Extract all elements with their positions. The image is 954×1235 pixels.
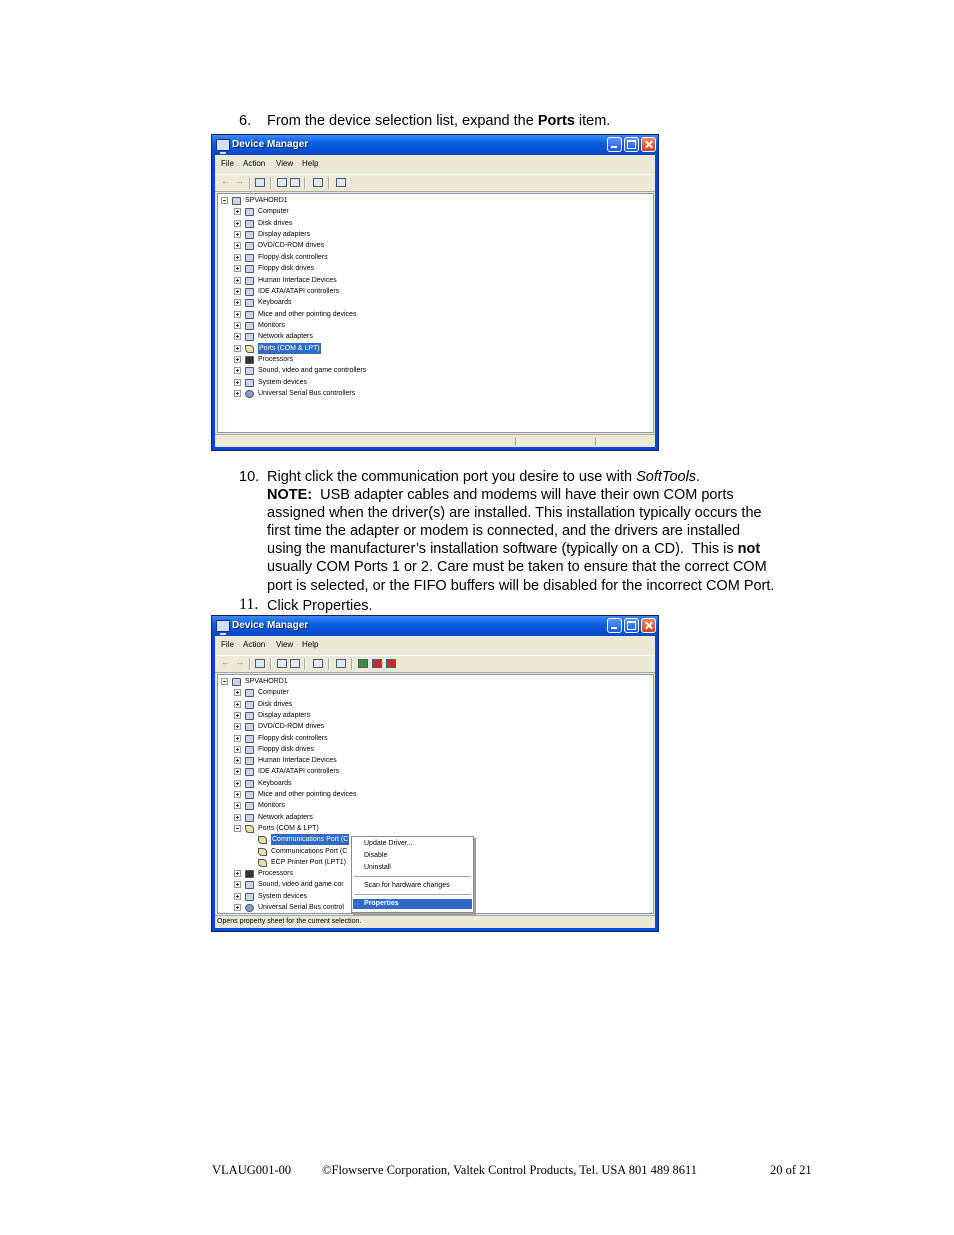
expand-icon[interactable] xyxy=(234,345,241,352)
tree-item-human-interface-devices[interactable] xyxy=(218,275,653,286)
expand-icon[interactable] xyxy=(234,254,241,261)
step-line: assigned when the driver(s) are installed. This installation typically occurs the xyxy=(267,505,762,522)
device-icon xyxy=(245,904,254,912)
device-icon xyxy=(232,197,241,205)
collapse-icon[interactable] xyxy=(221,678,228,685)
ctx-properties[interactable]: Properties xyxy=(353,899,472,909)
tree-item-dvd-cd-rom-drives[interactable] xyxy=(218,240,653,251)
properties-icon[interactable] xyxy=(277,659,287,668)
tree-item-label: Network adapters xyxy=(258,333,313,341)
window-title: Device Manager xyxy=(232,620,309,631)
tree-item-label: Floppy disk drives xyxy=(258,265,315,273)
status-cell xyxy=(515,437,516,446)
step-text: Click Properties. xyxy=(267,598,373,614)
scan-hardware-icon[interactable] xyxy=(336,659,346,668)
tree-item-label: Network adapters xyxy=(258,813,313,821)
step-number: 11. xyxy=(239,596,259,613)
tree-item-label: Computer xyxy=(258,689,289,697)
tree-item-system-devices[interactable] xyxy=(218,377,653,388)
tree-item-keyboards[interactable] xyxy=(218,778,653,789)
back-icon[interactable]: ← xyxy=(221,657,230,667)
tree-item-spvahord1[interactable] xyxy=(218,195,653,206)
toolbar-separator xyxy=(249,177,251,189)
device-icon xyxy=(245,881,254,889)
print-icon[interactable] xyxy=(290,659,300,668)
ctx-disable[interactable]: Disable xyxy=(364,852,388,859)
tree-item-label: DVD/CD-ROM drives xyxy=(258,723,325,731)
forward-icon[interactable]: → xyxy=(235,176,244,186)
device-icon xyxy=(245,780,254,788)
expand-icon[interactable] xyxy=(234,802,241,809)
device-icon xyxy=(245,757,254,765)
tree-item-label: System devices xyxy=(258,378,308,386)
device-icon xyxy=(245,356,254,364)
tree-item-label: Ports (COM & LPT) xyxy=(259,344,320,352)
toolbar-separator xyxy=(270,658,272,670)
expand-icon[interactable] xyxy=(234,379,241,386)
toolbar-separator xyxy=(249,658,251,670)
tree-item-disk-drives[interactable] xyxy=(218,218,653,229)
step-number: 10. xyxy=(239,469,260,485)
forward-icon[interactable]: → xyxy=(235,657,244,667)
step-text: From the device selection list, expand the Ports item. xyxy=(267,113,611,129)
menu-action[interactable]: Action xyxy=(243,640,266,649)
expand-icon[interactable] xyxy=(234,390,241,397)
update-driver-icon[interactable] xyxy=(358,659,368,668)
device-icon xyxy=(245,322,254,330)
expand-icon[interactable] xyxy=(234,814,241,821)
tree-item-label: Monitors xyxy=(258,321,285,329)
collapse-icon[interactable] xyxy=(221,197,228,204)
tree-item-dvd-cd-rom-drives[interactable] xyxy=(218,721,653,732)
window-title: Device Manager xyxy=(232,139,309,150)
device-icon xyxy=(245,265,254,273)
toolbar-separator xyxy=(328,658,330,670)
device-icon xyxy=(245,735,254,743)
expand-icon[interactable] xyxy=(234,299,241,306)
device-icon xyxy=(245,208,254,216)
device-icon xyxy=(245,893,254,901)
tree-item-label: Ports (COM & LPT) xyxy=(258,824,319,832)
device-tree xyxy=(217,193,654,433)
tree-item-label: Display adapters xyxy=(258,711,311,719)
footer-company: ©Flowserve Corporation, Valtek Control Products, Tel. USA 801 489 8611 xyxy=(322,1163,698,1177)
device-icon xyxy=(245,242,254,250)
expand-icon[interactable] xyxy=(234,265,241,272)
device-icon xyxy=(245,723,254,731)
step-line: first time the adapter or modem is connected, and the drivers are installed xyxy=(267,523,741,540)
toolbar-separator xyxy=(304,658,306,670)
expand-icon[interactable] xyxy=(234,881,241,888)
expand-icon[interactable] xyxy=(234,231,241,238)
expand-icon[interactable] xyxy=(234,356,241,363)
tree-item-ports-com-lpt[interactable] xyxy=(218,343,653,354)
device-icon xyxy=(245,277,254,285)
computer-icon xyxy=(216,139,230,151)
device-icon xyxy=(245,333,254,341)
status-text: Opens property sheet for the current selection. xyxy=(217,918,362,925)
menu-view[interactable]: View xyxy=(276,159,294,168)
expand-icon[interactable] xyxy=(234,746,241,753)
tree-item-disk-drives[interactable] xyxy=(218,699,653,710)
step-line: NOTE: USB adapter cables and modems will have their own COM ports xyxy=(267,487,734,504)
tree-item-label: SPVAHORD1 xyxy=(245,197,288,204)
maximize-button[interactable] xyxy=(624,137,639,152)
tree-item-monitors[interactable] xyxy=(218,800,653,811)
menu-bar xyxy=(215,636,655,653)
device-icon xyxy=(245,689,254,697)
menu-help[interactable]: Help xyxy=(302,640,319,649)
device-icon xyxy=(245,814,254,822)
tree-item-label: Floppy disk controllers xyxy=(258,253,328,261)
tree-item-label: Communications Port (C xyxy=(272,836,349,844)
tree-item-label: Disk drives xyxy=(258,700,293,708)
tree-item-label: IDE ATA/ATAPI controllers xyxy=(258,768,340,776)
tree-item-ide-ata-atapi-controllers[interactable] xyxy=(218,766,653,777)
tree-item-label: Human Interface Devices xyxy=(258,276,337,284)
minimize-button[interactable] xyxy=(607,618,622,633)
tree-item-label: ECP Printer Port (LPT1) xyxy=(271,858,346,866)
tree-item-floppy-disk-controllers[interactable] xyxy=(218,733,653,744)
menu-help[interactable]: Help xyxy=(302,159,319,168)
print-icon[interactable] xyxy=(290,178,300,187)
expand-icon[interactable] xyxy=(234,791,241,798)
ctx-update-driver[interactable]: Update Driver... xyxy=(364,840,413,847)
tree-item-label: Sound, video and game controllers xyxy=(258,367,367,375)
tree-item-floppy-disk-drives[interactable] xyxy=(218,744,653,755)
step-line: port is selected, or the FIFO buffers will be disabled for the incorrect COM Port. xyxy=(267,577,775,594)
expand-icon[interactable] xyxy=(234,242,241,249)
expand-icon[interactable] xyxy=(234,735,241,742)
ctx-separator xyxy=(354,876,471,877)
step-line: usually COM Ports 1 or 2. Care must be taken to ensure that the correct COM xyxy=(267,559,767,576)
expand-icon[interactable] xyxy=(234,277,241,284)
device-icon xyxy=(245,367,254,375)
toolbar-separator xyxy=(328,177,330,189)
device-icon xyxy=(245,791,254,799)
title-bar[interactable] xyxy=(212,135,658,155)
window-client xyxy=(215,155,655,447)
tree-item-label: Sound, video and game cor xyxy=(258,881,344,889)
menu-bar xyxy=(215,155,655,172)
expand-icon[interactable] xyxy=(234,333,241,340)
tree-item-label: Mice and other pointing devices xyxy=(258,791,357,798)
show-hide-console-icon[interactable] xyxy=(255,178,265,187)
menu-view[interactable]: View xyxy=(276,640,294,649)
device-icon xyxy=(245,311,254,319)
step-line: Right click the communication port you desire to use with SoftTools. xyxy=(267,469,701,485)
expand-icon[interactable] xyxy=(234,311,241,318)
device-icon xyxy=(245,701,254,709)
tree-item-label: Disk drives xyxy=(258,219,293,227)
device-icon xyxy=(245,870,254,878)
expand-icon[interactable] xyxy=(234,870,241,877)
tree-item-label: Floppy disk controllers xyxy=(258,734,328,742)
footer-doc-id: VLAUG001-00 xyxy=(212,1163,292,1177)
tree-item-label: Processors xyxy=(258,355,294,363)
tree-item-universal-serial-bus-controllers[interactable] xyxy=(218,388,653,399)
expand-icon[interactable] xyxy=(234,322,241,329)
help-icon[interactable] xyxy=(313,659,323,668)
expand-icon[interactable] xyxy=(234,208,241,215)
device-manager-window-2 xyxy=(211,615,659,932)
device-icon xyxy=(245,288,254,296)
maximize-button[interactable] xyxy=(624,618,639,633)
tree-item-human-interface-devices[interactable] xyxy=(218,755,653,766)
tree-item-label: Keyboards xyxy=(258,779,292,787)
tree-item-mice-and-other-pointing-devices[interactable] xyxy=(218,309,653,320)
device-icon xyxy=(245,299,254,307)
tree-item-ide-ata-atapi-controllers[interactable] xyxy=(218,286,653,297)
back-icon[interactable]: ← xyxy=(221,176,230,186)
step-line: using the manufacturer’s installation software (typically on a CD). This is not xyxy=(267,541,761,558)
device-icon xyxy=(245,712,254,720)
tree-item-display-adapters[interactable] xyxy=(218,710,653,721)
device-icon xyxy=(245,345,254,353)
menu-action[interactable]: Action xyxy=(243,159,266,168)
window-client xyxy=(215,636,655,928)
tree-item-network-adapters[interactable] xyxy=(218,812,653,823)
device-icon xyxy=(245,746,254,754)
ctx-scan-hardware[interactable]: Scan for hardware changes xyxy=(364,882,450,889)
device-icon xyxy=(232,678,241,686)
toolbar-separator xyxy=(304,177,306,189)
expand-icon[interactable] xyxy=(234,893,241,900)
tree-item-floppy-disk-controllers[interactable] xyxy=(218,252,653,263)
tree-item-keyboards[interactable] xyxy=(218,297,653,308)
tree-item-sound-video-and-game-controllers[interactable] xyxy=(218,365,653,376)
tree-item-display-adapters[interactable] xyxy=(218,229,653,240)
tree-item-label: SPVAHORD1 xyxy=(245,678,288,685)
show-hide-console-icon[interactable] xyxy=(255,659,265,668)
uninstall-icon[interactable] xyxy=(372,659,382,668)
status-cell xyxy=(595,437,596,446)
toolbar xyxy=(215,655,655,673)
title-bar[interactable] xyxy=(212,616,658,636)
tree-item-label: Keyboards xyxy=(258,299,292,307)
expand-icon[interactable] xyxy=(234,768,241,775)
device-icon xyxy=(245,231,254,239)
expand-icon[interactable] xyxy=(234,904,241,911)
help-icon[interactable] xyxy=(313,178,323,187)
device-icon xyxy=(245,254,254,262)
disable-icon[interactable] xyxy=(386,659,396,668)
tree-item-label: Computer xyxy=(258,208,289,216)
menu-file[interactable]: File xyxy=(221,640,234,649)
device-manager-window-1 xyxy=(211,134,659,451)
ctx-separator xyxy=(354,894,471,895)
collapse-icon[interactable] xyxy=(234,825,241,832)
properties-icon[interactable] xyxy=(277,178,287,187)
expand-icon[interactable] xyxy=(234,712,241,719)
expand-icon[interactable] xyxy=(234,220,241,227)
tree-item-computer[interactable] xyxy=(218,687,653,698)
tree-item-label: Universal Serial Bus control xyxy=(258,904,344,911)
expand-icon[interactable] xyxy=(234,701,241,708)
device-icon xyxy=(258,836,267,844)
menu-file[interactable]: File xyxy=(221,159,234,168)
tree-item-label: Processors xyxy=(258,870,294,878)
tree-item-label: Monitors xyxy=(258,802,285,810)
expand-icon[interactable] xyxy=(234,723,241,730)
tree-item-spvahord1[interactable] xyxy=(218,676,653,687)
ctx-uninstall[interactable]: Uninstall xyxy=(364,864,391,871)
tree-item-label: Communications Port (C xyxy=(271,847,348,855)
expand-icon[interactable] xyxy=(234,288,241,295)
toolbar-separator xyxy=(270,177,272,189)
computer-icon xyxy=(216,620,230,632)
close-button[interactable] xyxy=(641,137,656,152)
close-button[interactable] xyxy=(641,618,656,633)
scan-hardware-icon[interactable] xyxy=(336,178,346,187)
expand-icon[interactable] xyxy=(234,367,241,374)
toolbar xyxy=(215,174,655,192)
device-icon xyxy=(245,825,254,833)
tree-item-network-adapters[interactable] xyxy=(218,331,653,342)
minimize-button[interactable] xyxy=(607,137,622,152)
tree-item-monitors[interactable] xyxy=(218,320,653,331)
tree-item-mice-and-other-pointing-devices[interactable] xyxy=(218,789,653,800)
tree-item-label: Display adapters xyxy=(258,231,311,239)
tree-item-label: Mice and other pointing devices xyxy=(258,310,357,318)
step-text xyxy=(267,468,774,595)
tree-item-label: DVD/CD-ROM drives xyxy=(258,242,325,250)
device-icon xyxy=(258,859,267,867)
status-bar xyxy=(215,434,655,447)
tree-item-floppy-disk-drives[interactable] xyxy=(218,263,653,274)
status-bar xyxy=(215,915,655,928)
device-icon xyxy=(245,390,254,398)
device-icon xyxy=(258,848,267,856)
device-icon xyxy=(245,768,254,776)
device-icon xyxy=(245,802,254,810)
tree-item-computer[interactable] xyxy=(218,206,653,217)
expand-icon[interactable] xyxy=(234,780,241,787)
tree-item-processors[interactable] xyxy=(218,354,653,365)
tree-item-label: Human Interface Devices xyxy=(258,757,337,765)
tree-item-label: Universal Serial Bus controllers xyxy=(258,390,356,397)
tree-item-label: System devices xyxy=(258,892,308,900)
footer-page: 20 of 21 xyxy=(770,1163,812,1177)
expand-icon[interactable] xyxy=(234,689,241,696)
tree-item-ports-com-lpt[interactable] xyxy=(218,823,653,834)
expand-icon[interactable] xyxy=(234,757,241,764)
device-icon xyxy=(245,379,254,387)
context-menu xyxy=(351,836,474,913)
tree-item-label: Floppy disk drives xyxy=(258,745,315,753)
tree-item-label: IDE ATA/ATAPI controllers xyxy=(258,287,340,295)
toolbar-separator xyxy=(351,658,353,670)
device-icon xyxy=(245,220,254,228)
step-number: 6. xyxy=(239,113,252,129)
